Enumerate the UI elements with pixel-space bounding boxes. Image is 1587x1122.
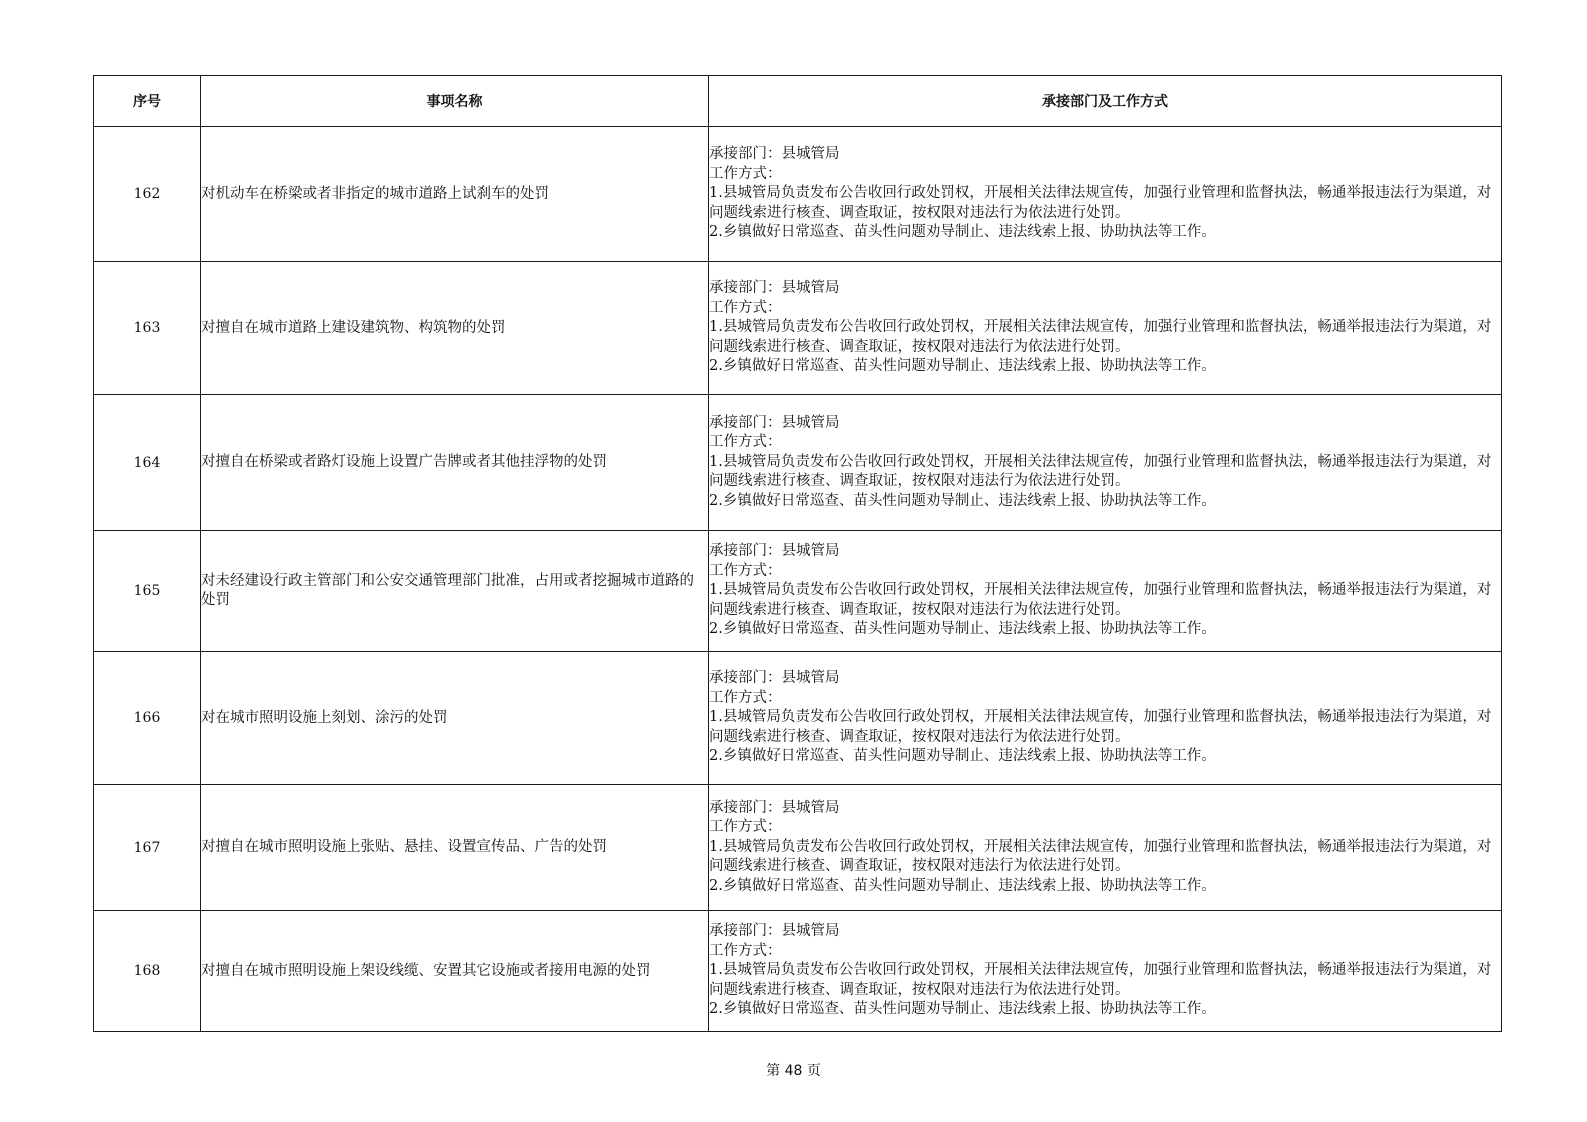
header-seq: 序号	[94, 76, 201, 127]
method-step-1: 1.县城管局负责发布公告收回行政处罚权，开展相关法律法规宣传，加强行业管理和监督执法，畅通举报违法行为渠道，对问题线索进行核查、调查取证，按权限对违法行为依法进行处罚。	[709, 185, 1492, 221]
method-step-2: 2.乡镇做好日常巡查、苗头性问题劝导制止、违法线索上报、协助执法等工作。	[709, 224, 1216, 241]
row-item-name: 对擅自在桥梁或者路灯设施上设置广告牌或者其他挂浮物的处罚	[201, 395, 709, 531]
table-row	[94, 785, 1502, 911]
method-step-1: 1.县城管局负责发布公告收回行政处罚权，开展相关法律法规宣传，加强行业管理和监督执法，畅通举报违法行为渠道，对问题线索进行核查、调查取证，按权限对违法行为依法进行处罚。	[709, 838, 1492, 875]
row-dept-method	[709, 652, 1502, 785]
page-number: 第 48 页	[766, 1063, 821, 1079]
header-row	[94, 76, 1502, 127]
row-item-name: 对擅自在城市道路上建设建筑物、构筑物的处罚	[201, 262, 709, 395]
method-label: 工作方式：	[709, 165, 782, 182]
method-step-2: 2.乡镇做好日常巡查、苗头性问题劝导制止、违法线索上报、协助执法等工作。	[709, 492, 1216, 509]
row-dept-method	[709, 531, 1502, 652]
method-step-2: 2.乡镇做好日常巡查、苗头性问题劝导制止、违法线索上报、协助执法等工作。	[709, 1001, 1216, 1018]
row-dept-method	[709, 911, 1502, 1032]
row-seq: 168	[94, 911, 201, 1032]
dept-line: 承接部门：县城管局	[709, 670, 840, 687]
table-row	[94, 652, 1502, 785]
table-row	[94, 395, 1502, 531]
row-item-name: 对在城市照明设施上刻划、涂污的处罚	[201, 652, 709, 785]
dept-line: 承接部门：县城管局	[709, 146, 840, 163]
row-seq: 167	[94, 785, 201, 911]
dept-line: 承接部门：县城管局	[709, 543, 840, 560]
dept-line: 承接部门：县城管局	[709, 799, 840, 816]
method-step-1: 1.县城管局负责发布公告收回行政处罚权，开展相关法律法规宣传，加强行业管理和监督执法，畅通举报违法行为渠道，对问题线索进行核查、调查取证，按权限对违法行为依法进行处罚。	[709, 582, 1492, 618]
table-row	[94, 127, 1502, 262]
method-step-1: 1.县城管局负责发布公告收回行政处罚权，开展相关法律法规宣传，加强行业管理和监督执法，畅通举报违法行为渠道，对问题线索进行核查、调查取证，按权限对违法行为依法进行处罚。	[709, 962, 1492, 998]
method-step-1: 1.县城管局负责发布公告收回行政处罚权，开展相关法律法规宣传，加强行业管理和监督执法，畅通举报违法行为渠道，对问题线索进行核查、调查取证，按权限对违法行为依法进行处罚。	[709, 453, 1492, 490]
row-dept-method	[709, 127, 1502, 262]
row-seq: 164	[94, 395, 201, 531]
method-step-1: 1.县城管局负责发布公告收回行政处罚权，开展相关法律法规宣传，加强行业管理和监督执法，畅通举报违法行为渠道，对问题线索进行核查、调查取证，按权限对违法行为依法进行处罚。	[709, 709, 1492, 745]
table-row	[94, 262, 1502, 395]
row-seq: 163	[94, 262, 201, 395]
header-item-name: 事项名称	[201, 76, 709, 127]
header-dept-method: 承接部门及工作方式	[709, 76, 1502, 127]
row-item-name: 对未经建设行政主管部门和公安交通管理部门批准，占用或者挖掘城市道路的处罚	[201, 531, 709, 652]
table-row	[94, 911, 1502, 1032]
method-step-2: 2.乡镇做好日常巡查、苗头性问题劝导制止、违法线索上报、协助执法等工作。	[709, 358, 1216, 375]
row-item-name: 对擅自在城市照明设施上张贴、悬挂、设置宣传品、广告的处罚	[201, 785, 709, 911]
method-label: 工作方式：	[709, 689, 782, 706]
row-dept-method	[709, 785, 1502, 911]
method-label: 工作方式：	[709, 434, 782, 451]
method-step-1: 1.县城管局负责发布公告收回行政处罚权，开展相关法律法规宣传，加强行业管理和监督执法，畅通举报违法行为渠道，对问题线索进行核查、调查取证，按权限对违法行为依法进行处罚。	[709, 319, 1492, 355]
method-step-2: 2.乡镇做好日常巡查、苗头性问题劝导制止、违法线索上报、协助执法等工作。	[709, 877, 1216, 894]
row-seq: 165	[94, 531, 201, 652]
row-item-name: 对擅自在城市照明设施上架设线缆、安置其它设施或者接用电源的处罚	[201, 911, 709, 1032]
method-step-2: 2.乡镇做好日常巡查、苗头性问题劝导制止、违法线索上报、协助执法等工作。	[709, 748, 1216, 765]
row-seq: 162	[94, 127, 201, 262]
method-label: 工作方式：	[709, 562, 782, 579]
method-label: 工作方式：	[709, 942, 782, 959]
row-item-name: 对机动车在桥梁或者非指定的城市道路上试刹车的处罚	[201, 127, 709, 262]
method-label: 工作方式：	[709, 299, 782, 316]
dept-line: 承接部门：县城管局	[709, 280, 840, 297]
matters-table	[93, 75, 1502, 1032]
row-dept-method	[709, 395, 1502, 531]
method-label: 工作方式：	[709, 819, 782, 836]
table-row	[94, 531, 1502, 652]
row-seq: 166	[94, 652, 201, 785]
dept-line: 承接部门：县城管局	[709, 923, 840, 940]
row-dept-method	[709, 262, 1502, 395]
method-step-2: 2.乡镇做好日常巡查、苗头性问题劝导制止、违法线索上报、协助执法等工作。	[709, 621, 1216, 638]
dept-line: 承接部门：县城管局	[709, 414, 840, 431]
